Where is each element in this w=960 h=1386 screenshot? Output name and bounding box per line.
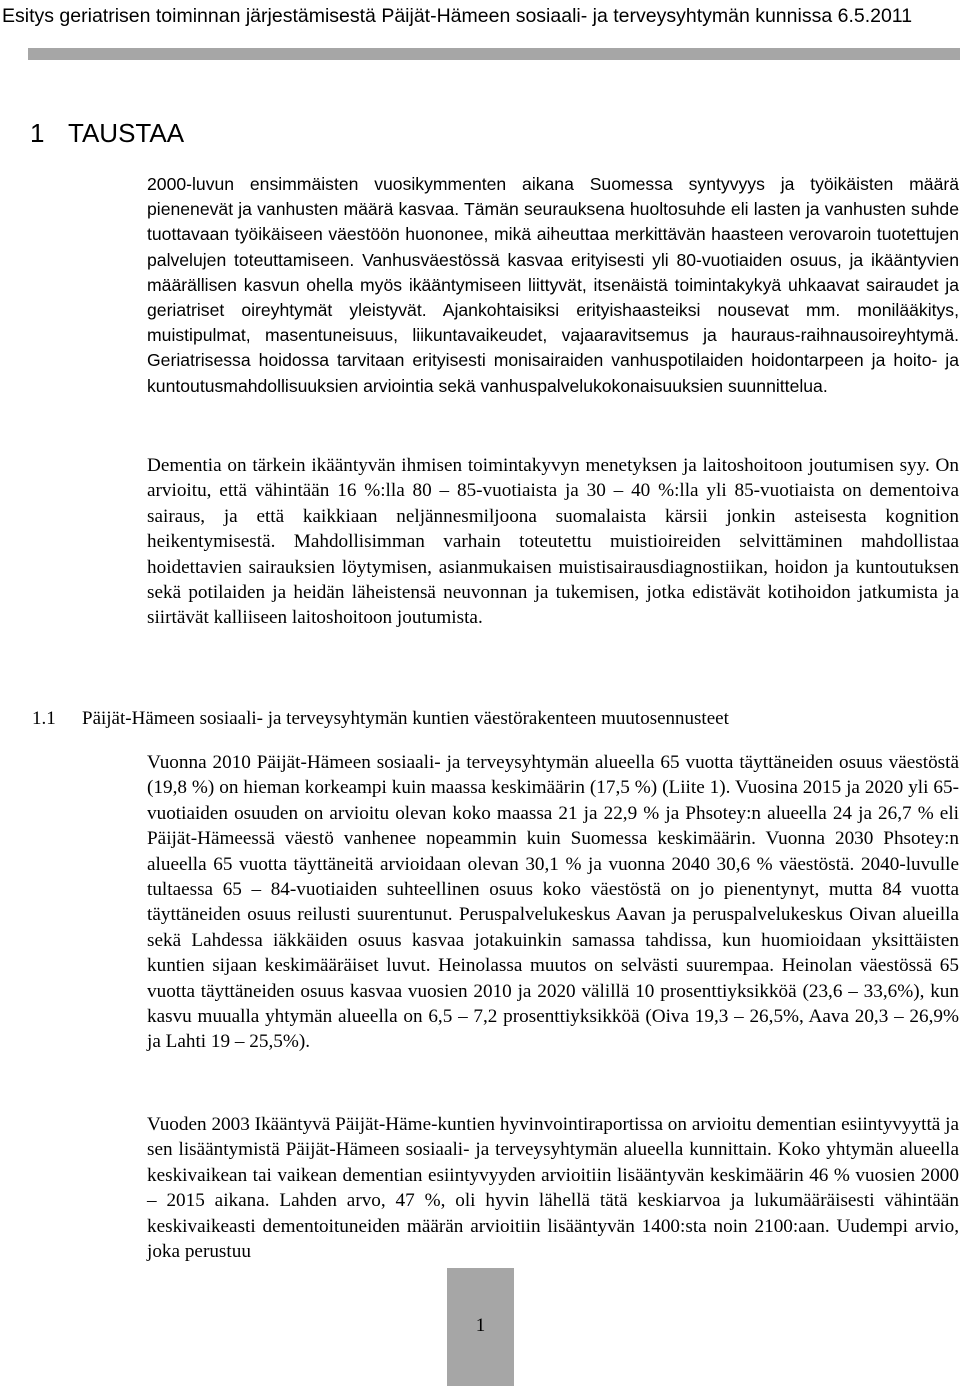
section-heading bbox=[30, 117, 184, 149]
subsection-number: 1.1 bbox=[32, 708, 56, 729]
paragraph: Vuonna 2010 Päijät-Hämeen sosiaali- ja terveysyhtymän alueella 65 vuotta täyttäneiden osuus väestöstä (19,8 %) on hieman korkeampi kuin maassa keskimäärin (17,5 %) (Liite 1). Vuosina 2015 ja 2020 yli 65-vuotiaiden osuuden on arvioitu olevan koko maassa 21 ja 22,9 % ja Phsotey:n alueella 24 ja 26,7 % eli Päijät-Hämeessä väestö vanhenee nopeammin kuin Suomessa keskimäärin. Vuonna 2030 Phsotey:n alueella 65 vuotta täyttäneitä arvioidaan olevan 30,1 % ja vuonna 2040 30,6 % väestöstä. 2040-luvulle tultaessa 65 – 84-vuotiaiden suhteellinen osuus koko väestöstä on jo pienentynyt, mutta 84 vuotta täyttäneiden osuus reilusti suurentunut. Peruspalvelukeskus Aavan ja peruspalvelukeskus Oivan alueilla sekä Lahdessa iäkkäiden osuus kasvaa jotakuinkin samassa tahdissa, kun huomioidaan yksittäisten kuntien sijaan keskimääräiset luvut. Heinolassa muutos on selvästi suurempaa. Heinolan väestössä 65 vuotta täyttäneiden osuus kasvaa vuosien 2010 ja 2020 välillä 10 prosenttiyksikköä (23,6 – 33,6%), kun kasvu muualla yhtymän alueella on 6,5 – 7,2 prosenttiyksikköä (Oiva 19,3 – 26,5%, Aava 20,3 – 26,9% ja Lahti 19 – 25,5%). bbox=[147, 752, 959, 1053]
header-rule bbox=[28, 48, 960, 60]
section-number: 1 bbox=[30, 118, 45, 148]
paragraph: Dementia on tärkein ikääntyvän ihmisen toimintakyvyn menetyksen ja laitoshoitoon joutumisen syy. On arvioitu, että vähintään 16 %:lla 80 – 85-vuotiaista ja 30 – 40 %:lla yli 85-vuotiaista on dementoiva sairaus, ja että kaikkiaan neljännesmiljoona suomalaista kärsii jonkin asteisesta kognition heikentymisestä. Mahdollisimman varhain toteutettu muistioireiden selvittäminen mahdollistaa hoidettavien sairauksien löytymisen, asianmukaisen muistisairausdiagnostiikan, hoidon ja kuntoutuksen sekä potilaiden ja heidän läheistensä neuvonnan ja tukemisen, jotka edistävät kotihoidon jatkumista ja siirtävät kalliiseen laitoshoitoon joutumista. bbox=[147, 455, 959, 629]
subsection-title: Päijät-Hämeen sosiaali- ja terveysyhtymän kuntien väestörakenteen muutosennusteet bbox=[82, 708, 729, 729]
subsection-heading bbox=[32, 706, 729, 731]
header-title: Esitys geriatrisen toiminnan järjestämisestä Päijät-Hämeen sosiaali- ja terveysyhtymän kunnissa 6.5.2011 bbox=[2, 5, 913, 27]
paragraph: 2000-luvun ensimmäisten vuosikymmenten aikana Suomessa syntyvyys ja työikäisten määrä pienenevät ja vanhusten määrä kasvaa. Tämän seurauksena huoltosuhde eli lasten ja vanhusten suhde tuottavaan työikäiseen väestöön huononee, mikä aiheuttaa merkittävän haasteen verovaroin tuotettujen palvelujen toteuttamiseen. Vanhusväestössä kasvaa erityisesti yli 80-vuotiaiden osuus, ja ikääntyvien määrällisen kasvun ohella myös ikääntymiseen liittyvät, itsenäistä toimintakykyä uhkaavat sairaudet ja geriatriset oireyhtymät yleistyvät. Ajankohtaisiksi erityishaasteiksi nousevat mm. monilääkitys, muistipulmat, masentuneisuus, liikuntavaikeudet, vajaaravitsemus ja hauraus-raihnausoireyhtymä. Geriatrisessa hoidossa tarvitaan erityisesti monisairaiden vanhuspotilaiden hoidontarpeen ja hoito- ja kuntoutusmahdollisuuksien arviointia sekä vanhuspalvelukokonaisuuksien suunnittelua. bbox=[147, 174, 959, 396]
page-number-box bbox=[447, 1268, 514, 1386]
page-number: 1 bbox=[475, 1315, 486, 1336]
section-title: TAUSTAA bbox=[68, 118, 185, 148]
paragraph: Vuoden 2003 Ikääntyvä Päijät-Häme-kuntien hyvinvointiraportissa on arvioitu dementian esiintyvyyttä ja sen lisääntymistä Päijät-Hämeen sosiaali- ja terveysyhtymän alueella kunnittain. Koko yhtymän alueella keskivaikean tai vaikean dementian esiintyvyyden arvioitiin lisääntyvän keskimäärin 46 % vuosien 2000 – 2015 aikana. Lahden arvo, 47 %, oli hyvin lähellä tätä keskiarvoa ja lukumääräisesti vähintään keskivaikeasti dementoituneiden määrän arvioitiin lisääntyvän 1400:sta noin 2100:aan. Uudempi arvio, joka perustuu bbox=[147, 1114, 959, 1263]
